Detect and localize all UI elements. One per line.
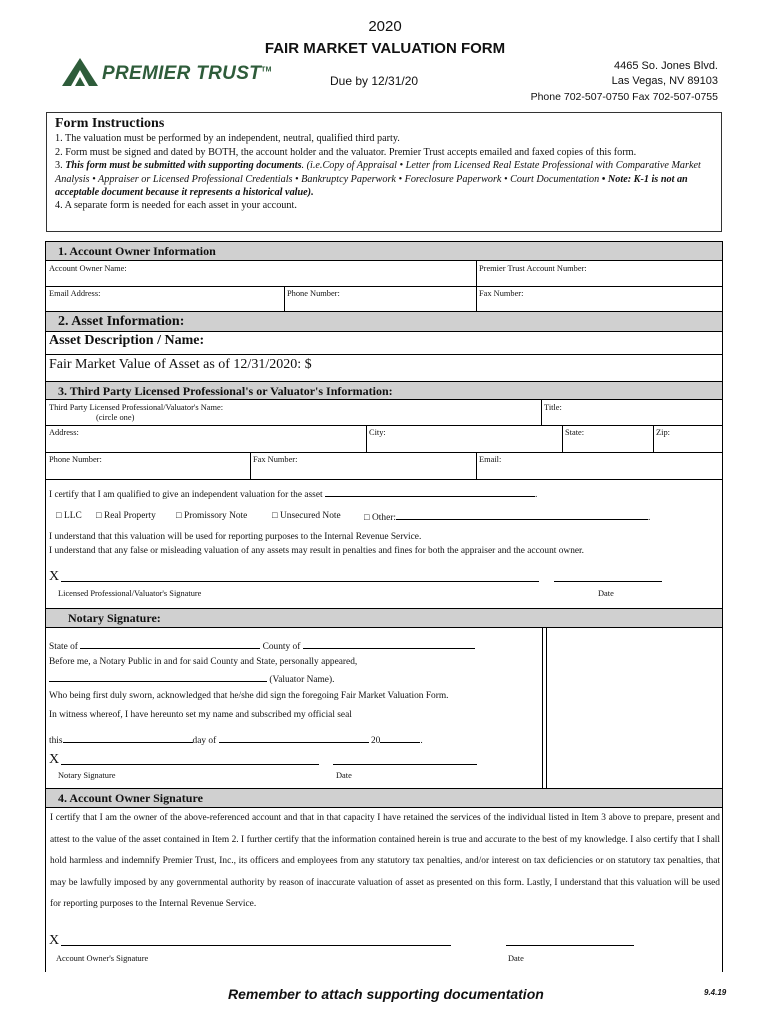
valuator-date-label: Date bbox=[598, 589, 614, 598]
notary-date-label: Date bbox=[336, 771, 352, 780]
asset-description-field[interactable]: Asset Description / Name: bbox=[49, 333, 205, 348]
form-title: FAIR MARKET VALUATION FORM bbox=[264, 40, 506, 57]
instructions-title: Form Instructions bbox=[55, 116, 165, 131]
phone-field[interactable]: Phone Number: bbox=[287, 289, 340, 298]
notary-valuator-name: (Valuator Name). bbox=[49, 673, 334, 685]
section3-header: 3. Third Party Licensed Professional's or Valuator's Information: bbox=[46, 381, 722, 400]
owner-certification-paragraph: I certify that I am the owner of the above-referenced account and that in that capacity I have retained the services of the individual listed in Item 3 above to prepare, present and attest to the value of the asset contained in Item 2. I further certify that the information contained herein is true and accurate to the best of my knowledge. I also certify that I shall hold harmless and indemnify Premier Trust, Inc., its officers and employees from any statutory tax penalties, and/or interest on tax deficiencies or on statutory tax penalties, that may be lawfully imposed by any governmental authority by reason of inaccurate valuation of asset as presented on this form. Lastly, I understand that this valuation will be used for reporting purposes to the Internal Revenue Service. bbox=[50, 813, 720, 910]
valuator-signature-x: X bbox=[49, 569, 60, 584]
section4-header: 4. Account Owner Signature bbox=[46, 788, 722, 808]
owner-date-line[interactable] bbox=[506, 945, 634, 946]
notary-county-blank bbox=[303, 640, 475, 649]
section1-header: 1. Account Owner Information bbox=[46, 241, 722, 261]
form-version: 9.4.19 bbox=[704, 988, 727, 997]
instruction-3: 3. This form must be submitted with supporting documents. (i.e.Copy of Appraisal • Letter from Licensed Real Estate Professional with Comparative Market Analysis • Appraiser or Licensed Professional Credentials • Bankruptcy Paperwork • Foreclosure Paperwork • Court Documentation • Note: K-1 is not an acceptable document because it represents a historical value). bbox=[55, 160, 701, 199]
notary-state-blank bbox=[80, 640, 260, 649]
owner-signature-line[interactable] bbox=[61, 945, 451, 946]
understand-penalties: I understand that any false or misleading valuation of any assets may result in penalties and fines for both the appraiser and the account owner. bbox=[49, 546, 584, 556]
logo-wordmark: PREMIER TRUST™ bbox=[102, 63, 272, 84]
valuator-email-field[interactable]: Email: bbox=[479, 455, 502, 464]
notary-header: Notary Signature: bbox=[46, 608, 722, 628]
understand-irs: I understand that this valuation will be used for reporting purposes to the Internal Revenue Service. bbox=[49, 532, 422, 542]
valuator-state-field[interactable]: State: bbox=[565, 428, 585, 437]
instruction-4: 4. A separate form is needed for each asset in your account. bbox=[55, 200, 297, 212]
notary-witness: In witness whereof, I have hereunto set my name and subscribed my official seal bbox=[49, 710, 352, 720]
notary-sworn: Who being first duly sworn, acknowledged that he/she did sign the foregoing Fair Market Valuation Form. bbox=[49, 691, 449, 701]
footer-reminder: Remember to attach supporting documentation bbox=[228, 986, 544, 1002]
asset-type-real-property[interactable]: □ Real Property bbox=[96, 511, 156, 521]
notary-signature-line[interactable] bbox=[61, 764, 319, 765]
valuator-signature-line[interactable] bbox=[61, 581, 539, 582]
asset-type-llc[interactable]: □ LLC bbox=[56, 511, 82, 521]
valuator-zip-field[interactable]: Zip: bbox=[656, 428, 670, 437]
fair-market-value-field[interactable]: Fair Market Value of Asset as of 12/31/2020: $ bbox=[49, 357, 312, 372]
asset-type-other[interactable]: □ Other: . bbox=[364, 513, 651, 523]
valuator-name-field[interactable]: Third Party Licensed Professional/Valuator's Name: bbox=[49, 403, 224, 412]
instruction-2: 2. Form must be signed and dated by BOTH, the account holder and the valuator. Premier Trust accepts emailed and faxed copies of this form. bbox=[55, 146, 637, 158]
owner-name-field[interactable]: Account Owner Name: bbox=[49, 264, 127, 273]
notary-signature-x: X bbox=[49, 752, 60, 767]
notary-signature-label: Notary Signature bbox=[58, 771, 116, 780]
address-line-2: Las Vegas, NV 89103 bbox=[611, 75, 718, 87]
phone-fax: Phone 702-507-0750 Fax 702-507-0755 bbox=[530, 91, 718, 103]
valuator-city-field[interactable]: City: bbox=[369, 428, 386, 437]
section2-header: 2. Asset Information: bbox=[46, 311, 722, 332]
notary-before-me: Before me, a Notary Public in and for said County and State, personally appeared, bbox=[49, 657, 358, 667]
due-date: Due by 12/31/20 bbox=[330, 74, 419, 88]
owner-date-label: Date bbox=[508, 954, 524, 963]
instructions-box bbox=[46, 112, 722, 232]
circle-one-note: (circle one) bbox=[96, 413, 135, 422]
instruction-1: 1. The valuation must be performed by an independent, neutral, qualified third party. bbox=[55, 133, 400, 145]
asset-blank[interactable] bbox=[325, 488, 535, 497]
valuator-title-field[interactable]: Title: bbox=[544, 403, 562, 412]
account-number-field[interactable]: Premier Trust Account Number: bbox=[479, 264, 587, 273]
owner-signature-label: Account Owner's Signature bbox=[56, 954, 149, 963]
valuator-phone-field[interactable]: Phone Number: bbox=[49, 455, 102, 464]
email-field[interactable]: Email Address: bbox=[49, 289, 101, 298]
notary-state-county: State of County of bbox=[49, 640, 475, 652]
valuator-fax-field[interactable]: Fax Number: bbox=[253, 455, 298, 464]
certify-statement: I certify that I am qualified to give an independent valuation for the asset . bbox=[49, 490, 538, 500]
valuator-address-field[interactable]: Address: bbox=[49, 428, 79, 437]
notary-date-line: this day of 20 . bbox=[49, 736, 423, 746]
valuator-signature-label: Licensed Professional/Valuator's Signature bbox=[58, 589, 202, 598]
asset-type-unsecured-note[interactable]: □ Unsecured Note bbox=[272, 511, 341, 521]
owner-signature-x: X bbox=[49, 933, 60, 948]
notary-date-blank[interactable] bbox=[333, 764, 477, 765]
valuation-form bbox=[45, 241, 723, 972]
fax-field[interactable]: Fax Number: bbox=[479, 289, 524, 298]
form-year: 2020 bbox=[368, 18, 402, 35]
asset-type-promissory-note[interactable]: □ Promissory Note bbox=[176, 511, 248, 521]
valuator-date-line[interactable] bbox=[554, 581, 662, 582]
address-line-1: 4465 So. Jones Blvd. bbox=[614, 60, 718, 72]
